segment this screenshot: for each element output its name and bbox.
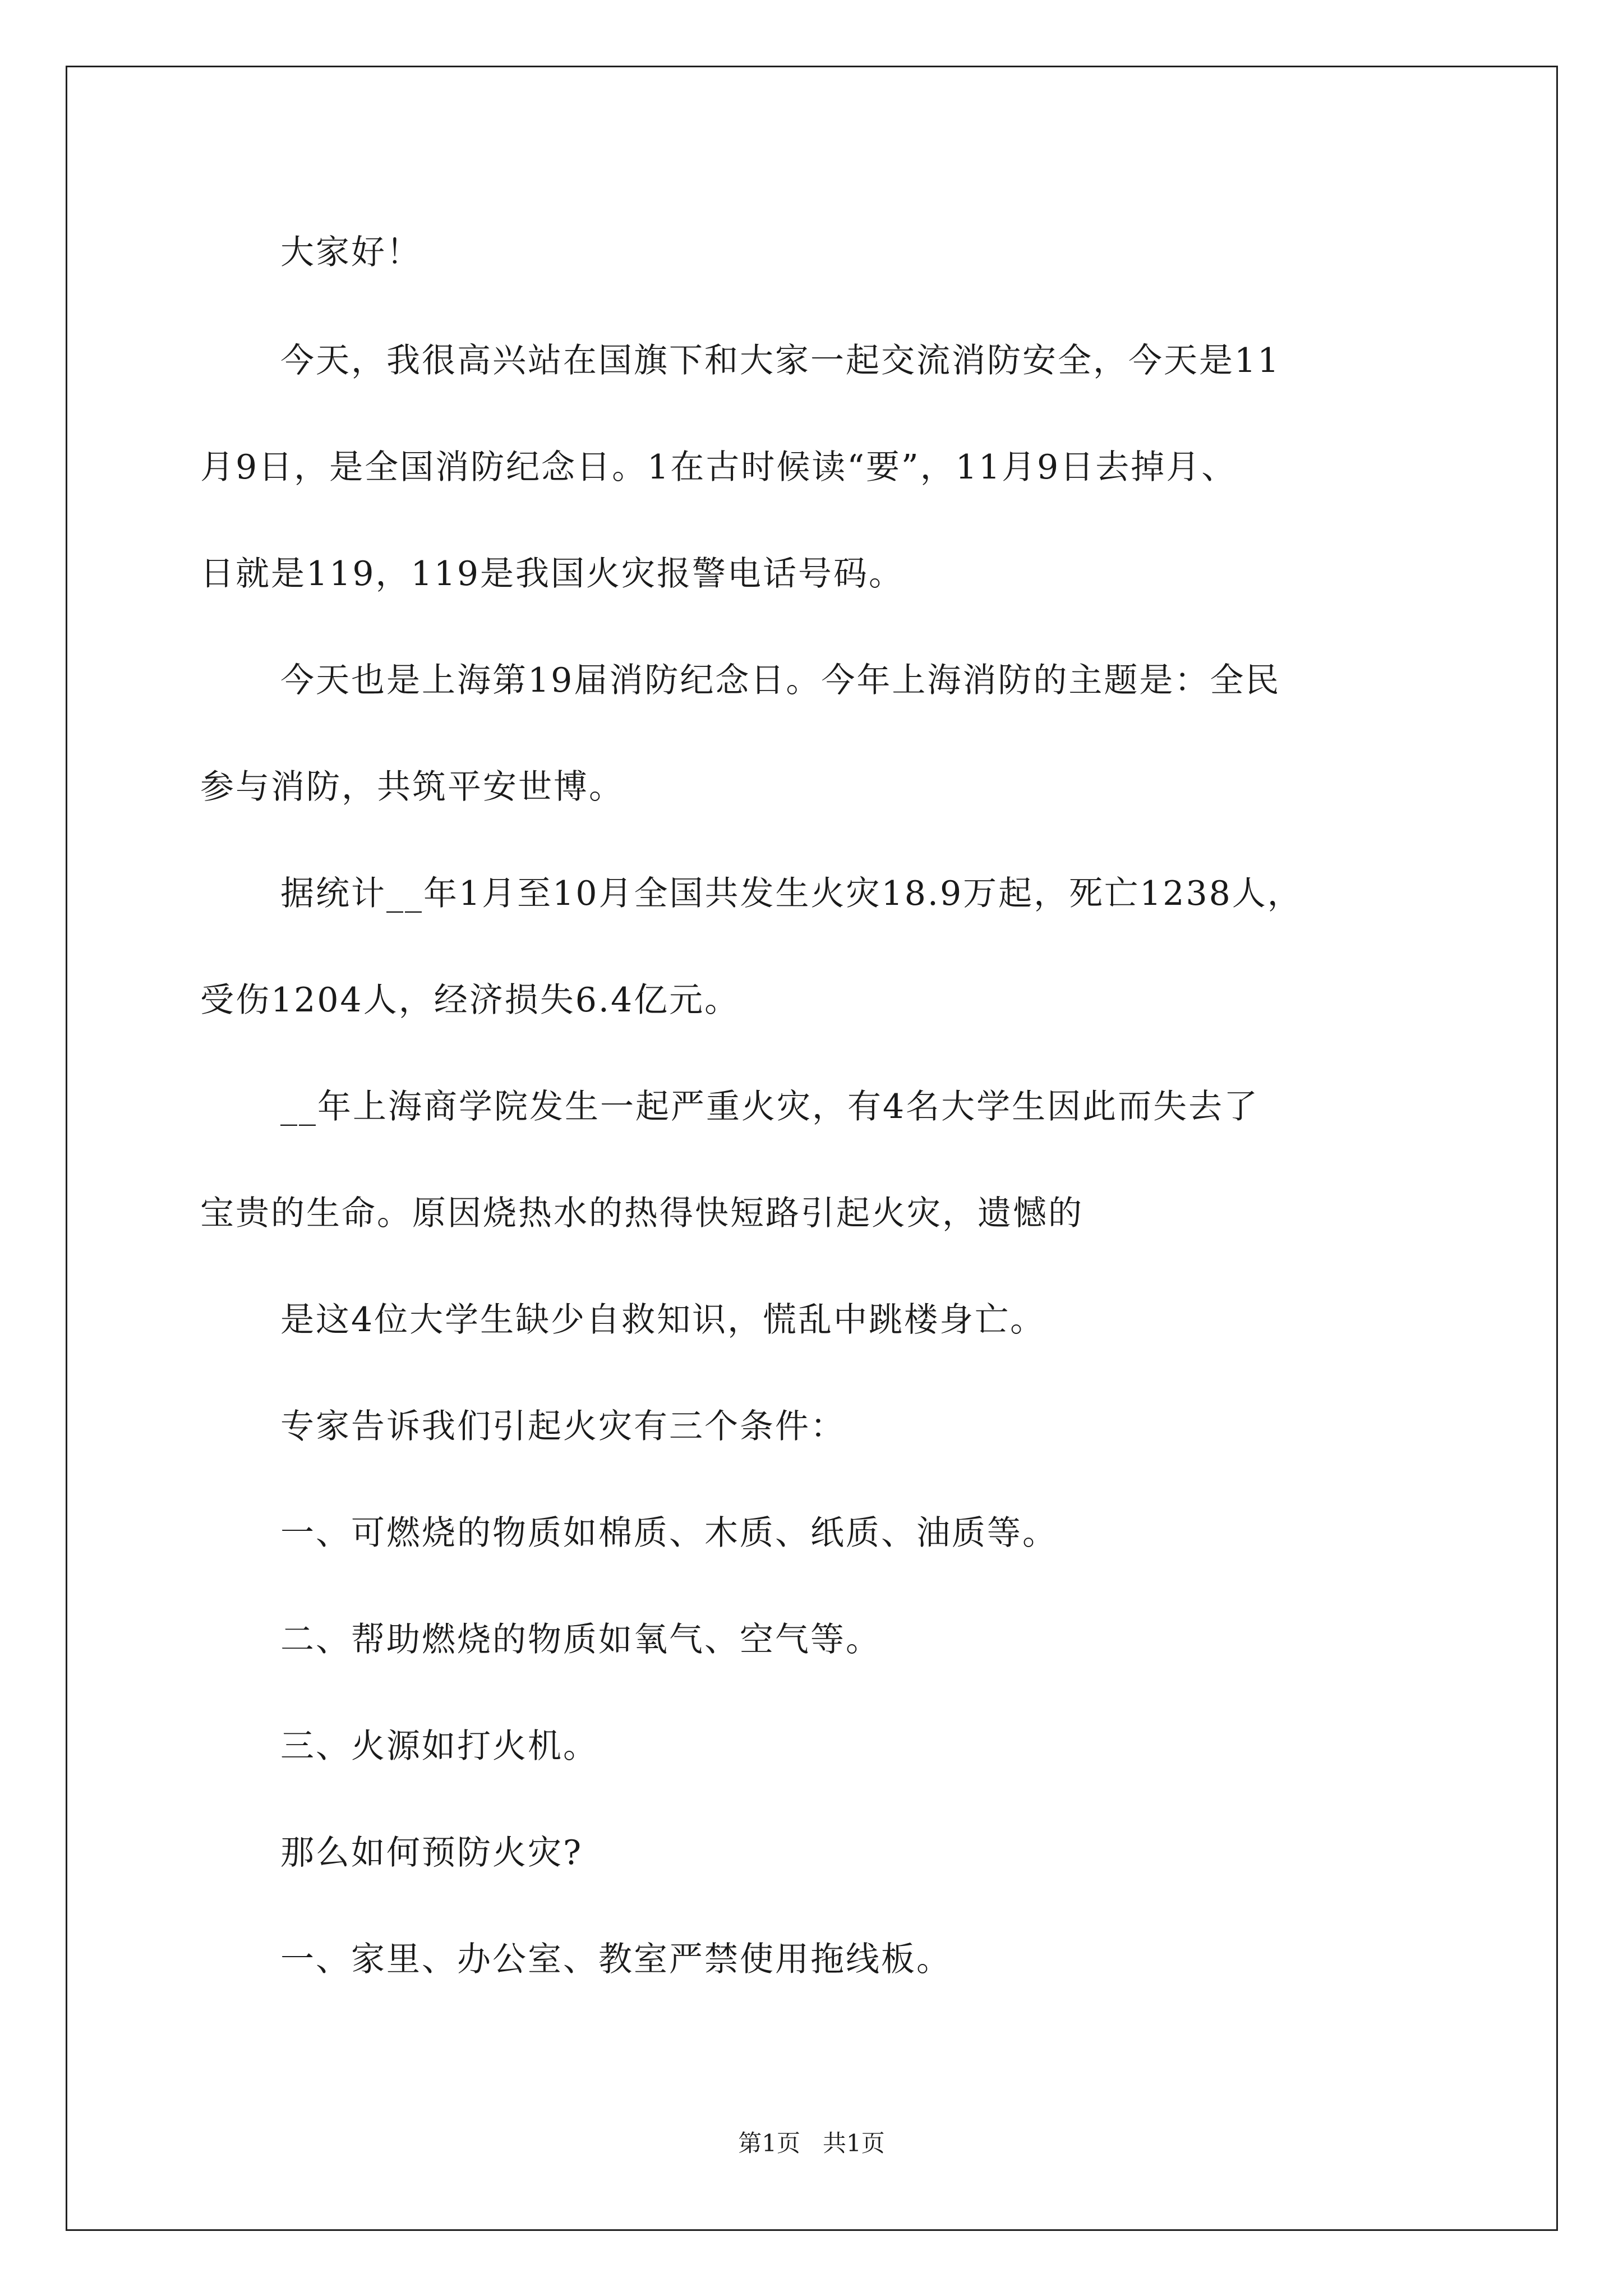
paragraph-line: 月9日，是全国消防纪念日。1在古时候读“要”，11月9日去掉月、	[200, 448, 1237, 487]
paragraph-greeting: 大家好！	[280, 233, 422, 272]
list-item: 一、可燃烧的物质如棉质、木质、纸质、油质等。	[280, 1513, 1058, 1553]
paragraph-line: 据统计__年1月至10月全国共发生火灾18.9万起，死亡1238人，	[280, 874, 1303, 913]
paragraph-line: 今天，我很高兴站在国旗下和大家一起交流消防安全，今天是11	[280, 341, 1281, 380]
paragraph-line: 日就是119，119是我国火灾报警电话号码。	[200, 554, 905, 593]
paragraph-line: 今天也是上海第19届消防纪念日。今年上海消防的主题是：全民	[280, 661, 1281, 700]
paragraph-line: 是这4位大学生缺少自救知识，慌乱中跳楼身亡。	[280, 1300, 1046, 1340]
paragraph-line: 那么如何预防火灾?	[280, 1833, 583, 1872]
paragraph-line: __年上海商学院发生一起严重火灾，有4名大学生因此而失去了	[280, 1087, 1260, 1126]
page-number-footer: 第1页 共1页	[738, 2129, 885, 2157]
paragraph-line: 参与消防，共筑平安世博。	[200, 767, 624, 807]
list-item: 二、帮助燃烧的物质如氧气、空气等。	[280, 1620, 881, 1659]
list-item: 三、火源如打火机。	[280, 1727, 598, 1766]
paragraph-line: 宝贵的生命。原因烧热水的热得快短路引起火灾，遗憾的	[200, 1194, 1083, 1233]
paragraph-line: 专家告诉我们引起火灾有三个条件：	[280, 1407, 846, 1446]
list-item: 一、家里、办公室、教室严禁使用拖线板。	[280, 1940, 952, 1979]
paragraph-line: 受伤1204人，经济损失6.4亿元。	[200, 981, 740, 1020]
page-border	[66, 66, 1558, 2231]
